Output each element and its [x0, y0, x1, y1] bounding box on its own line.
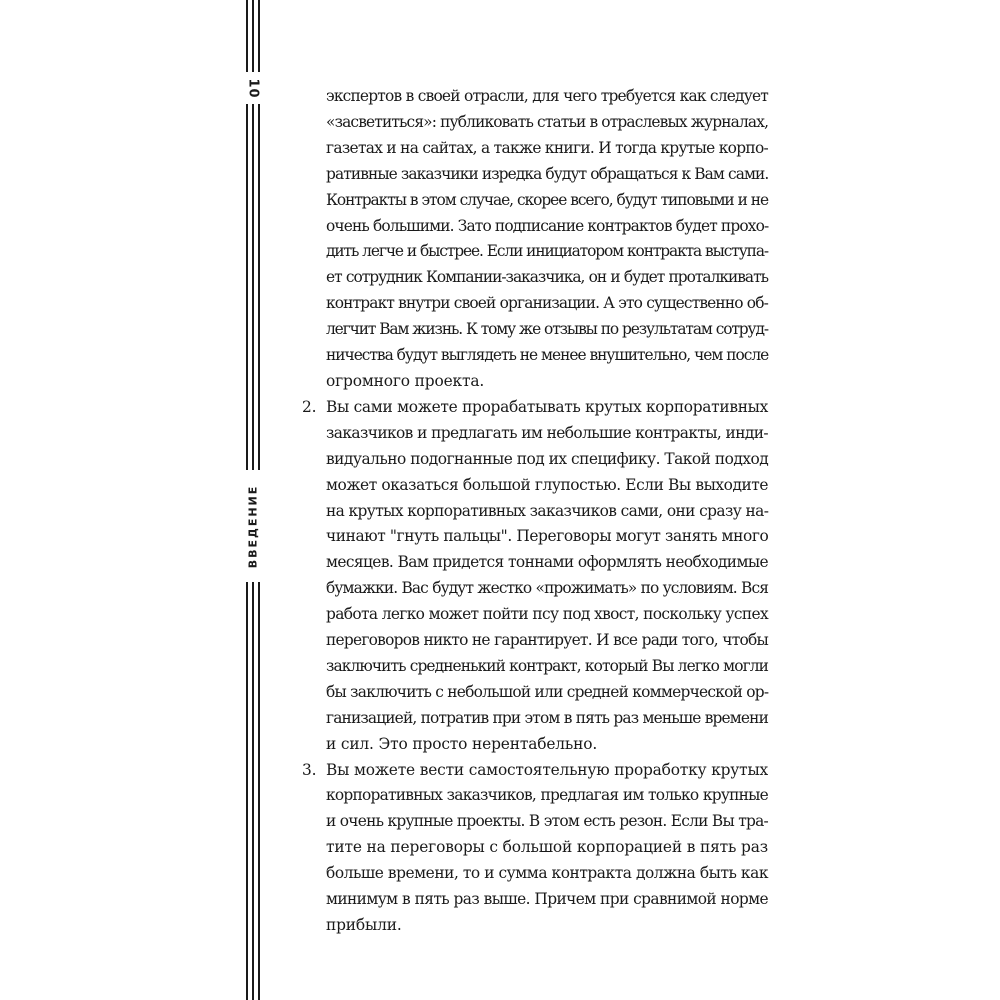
running-header-section: [246, 470, 260, 582]
text-line: бы заключить с небольшой или средней коммерческой ор-: [326, 682, 769, 701]
list-item-number: 2.: [302, 397, 317, 416]
text-line: контракт внутри своей организации. А это существенно об-: [326, 294, 768, 313]
margin-rule: [258, 0, 260, 72]
margin-rule: [258, 104, 260, 470]
margin-rule: [246, 0, 248, 72]
text-line: ративные заказчики изредка будут обращаться к Вам сами.: [326, 164, 769, 183]
text-line: ет сотрудник Компании-заказчика, он и будет проталкивать: [326, 268, 768, 287]
text-line: заключить средненький контракт, который Вы легко могли: [326, 656, 768, 675]
text-line: на крутых корпоративных заказчиков сами, они сразу на-: [326, 501, 769, 520]
text-line: может оказаться большой глупостью. Если Вы выходите: [326, 475, 768, 494]
text-line: очень большими. Зато подписание контрактов будет прохо-: [326, 216, 769, 235]
list-item-2: [302, 395, 769, 758]
page-number: [246, 72, 260, 104]
text-line: дить легче и быстрее. Если инициатором контракта выступа-: [326, 242, 768, 261]
text-line: «засветиться»: публиковать статьи в отраслевых журналах,: [326, 112, 769, 131]
body-text: [302, 84, 769, 939]
intro-paragraph: [326, 84, 768, 395]
text-line: тите на переговоры с большой корпорацией в пять раз: [326, 838, 768, 857]
text-line: Вы сами можете прорабатывать крутых корпоративных: [326, 397, 768, 416]
margin-rule: [252, 0, 254, 72]
text-line: видуально подогнанные под их специфику. Такой подход: [326, 449, 769, 468]
text-line: огромного проекта.: [326, 371, 485, 390]
margin-rule: [252, 104, 254, 470]
text-line: месяцев. Вам придется тоннами оформлять необходимые: [326, 553, 768, 572]
margin-rule: [258, 582, 260, 1000]
text-line: переговоров никто не гарантирует. И все ради того, чтобы: [326, 631, 768, 650]
text-line: экспертов в своей отрасли, для чего требуется как следует: [326, 87, 768, 105]
text-line: прибыли.: [326, 916, 402, 934]
text-line: и сил. Это просто нерентабельно.: [326, 734, 598, 753]
list-item-3: [302, 758, 768, 939]
text-line: легчит Вам жизнь. К тому же отзывы по результатам сотруд-: [326, 320, 768, 339]
margin-rule: [246, 582, 248, 1000]
text-line: ничества будут выглядеть не менее внушительно, чем после: [326, 346, 769, 365]
text-line: Вы можете вести самостоятельную проработку крутых: [326, 760, 768, 779]
margin-rule: [252, 582, 254, 1000]
text-line: газетах и на сайтах, а также книги. И тогда крутые корпо-: [326, 138, 769, 157]
text-line: ганизацией, потратив при этом в пять раз меньше времени: [326, 708, 768, 727]
text-line: и очень крупные проекты. В этом есть резон. Если Вы тра-: [326, 812, 768, 831]
text-line: Контракты в этом случае, скорее всего, будут типовыми и не: [326, 190, 768, 209]
text-line: бумажки. Вас будут жестко «прожимать» по условиям. Вся: [326, 579, 768, 598]
text-line: чинают "гнуть пальцы". Переговоры могут занять много: [326, 527, 769, 546]
margin-rule: [246, 104, 248, 470]
list-item-number: 3.: [302, 760, 317, 779]
section-title: ВВЕДЕНИЕ: [246, 484, 260, 568]
text-line: больше времени, то и сумма контракта должна быть как: [326, 864, 768, 883]
text-line: минимум в пять раз выше. Причем при сравнимой норме: [326, 890, 768, 909]
text-line: заказчиков и предлагать им небольшие контракты, инди-: [326, 423, 768, 442]
text-line: корпоративных заказчиков, предлагая им только крупные: [326, 786, 768, 805]
text-line: работа легко может пойти псу под хвост, поскольку успех: [326, 605, 768, 624]
page-number-text: 10: [245, 77, 261, 99]
